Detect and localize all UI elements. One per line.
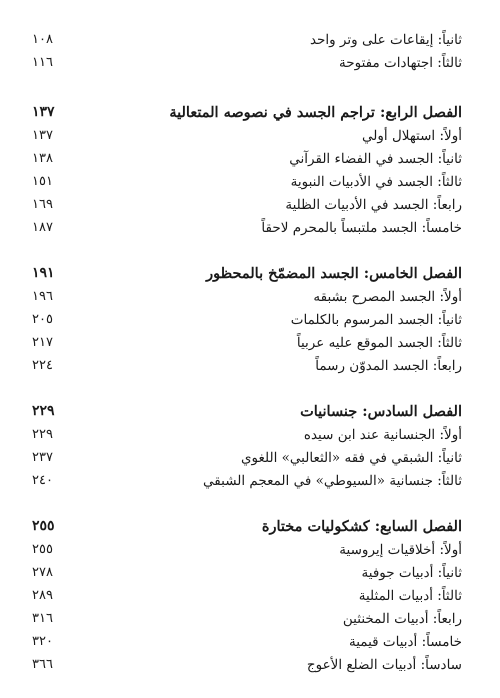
page-number: ١٩٦ — [32, 289, 53, 304]
entry-title: ثانياً: الشبقي في فقه «الثعالبي» اللغوي — [240, 449, 462, 466]
page-number: ١٦٩ — [32, 197, 53, 212]
page-number: ١٥١ — [32, 174, 53, 189]
entry-title: أولاً: استهلال أولي — [362, 127, 462, 144]
entry-title: رابعاً: الجسد المدوّن رسماً — [315, 357, 462, 374]
toc-entry — [32, 193, 462, 216]
toc-entry — [32, 216, 462, 239]
spacer — [32, 74, 462, 100]
page-number: ٢٠٥ — [32, 312, 53, 327]
toc-entry — [32, 538, 462, 561]
toc-entry — [32, 285, 462, 308]
chapter-page-number: ١٩١ — [32, 265, 55, 281]
chapter-heading-7 — [32, 514, 462, 538]
toc-entry — [32, 28, 462, 51]
chapter-title: الفصل الرابع: تراجم الجسد في نصوصه المتعالية — [169, 103, 462, 121]
page-number: ٣١٦ — [32, 611, 53, 626]
chapter-page-number: ٢٥٥ — [32, 518, 55, 534]
entry-title: ثانياً: أدبيات جوفية — [361, 564, 462, 581]
chapter-title: الفصل الخامس: الجسد المضمّخ بالمحظور — [206, 264, 462, 282]
toc-entry — [32, 653, 462, 676]
entry-title: خامساً: الجسد ملتبساً بالمحرم لاحقاً — [261, 219, 462, 236]
toc-entry — [32, 124, 462, 147]
entry-title: رابعاً: الجسد في الأدبيات الظلية — [285, 196, 462, 213]
page-number: ٢٣٧ — [32, 450, 53, 465]
spacer — [32, 377, 462, 399]
entry-title: ثالثاً: الجسد الموقع عليه عربياً — [296, 334, 462, 351]
toc-entry — [32, 147, 462, 170]
page-number: ٢٢٩ — [32, 427, 53, 442]
entry-title: ثالثاً: جنسانية «السيوطي» في المعجم الشبقي — [203, 472, 462, 489]
entry-title: أولاً: أخلاقيات إيروسية — [339, 541, 462, 558]
page-number: ٢٥٥ — [32, 542, 53, 557]
entry-title: أولاً: الجنسانية عند ابن سيده — [303, 426, 462, 443]
page-number: ١٨٧ — [32, 220, 53, 235]
table-of-contents — [32, 28, 462, 676]
toc-entry — [32, 308, 462, 331]
chapter-page-number: ٢٢٩ — [32, 403, 55, 419]
toc-entry — [32, 170, 462, 193]
page-number: ٢٨٩ — [32, 588, 53, 603]
toc-entry — [32, 607, 462, 630]
entry-title: ثالثاً: الجسد في الأدبيات النبوية — [290, 173, 462, 190]
page-number: ٢٧٨ — [32, 565, 53, 580]
chapter-title: الفصل السادس: جنسانيات — [300, 402, 462, 420]
entry-title: ثانياً: إيقاعات على وتر واحد — [309, 31, 462, 48]
toc-entry — [32, 51, 462, 74]
chapter-heading-6 — [32, 399, 462, 423]
chapter-heading-4 — [32, 100, 462, 124]
page-number: ٢٢٤ — [32, 358, 53, 373]
entry-title: ثانياً: الجسد المرسوم بالكلمات — [290, 311, 462, 328]
page-number: ٣٢٠ — [32, 634, 53, 649]
page-number: ٣٦٦ — [32, 657, 53, 672]
entry-title: سادساً: أدبيات الضلع الأعوج — [306, 656, 462, 673]
entry-title: خامساً: أدبيات قيمية — [348, 633, 462, 650]
toc-entry — [32, 446, 462, 469]
chapter-title: الفصل السابع: كشكوليات مختارة — [261, 517, 462, 535]
page-number: ١١٦ — [32, 55, 53, 70]
page-number: ١٣٧ — [32, 128, 53, 143]
entry-title: رابعاً: أدبيات المخنثين — [342, 610, 462, 627]
page-number: ١٠٨ — [32, 32, 53, 47]
toc-entry — [32, 423, 462, 446]
toc-entry — [32, 630, 462, 653]
spacer — [32, 239, 462, 261]
entry-title: أولاً: الجسد المصرح بشبقه — [313, 288, 462, 305]
entry-title: ثالثاً: اجتهادات مفتوحة — [339, 54, 462, 71]
toc-entry — [32, 584, 462, 607]
spacer — [32, 492, 462, 514]
entry-title: ثالثاً: أدبيات المثلية — [358, 587, 462, 604]
toc-entry — [32, 331, 462, 354]
page-number: ٢٤٠ — [32, 473, 53, 488]
page-number: ٢١٧ — [32, 335, 53, 350]
toc-entry — [32, 469, 462, 492]
page-number: ١٣٨ — [32, 151, 53, 166]
chapter-page-number: ١٣٧ — [32, 104, 55, 120]
chapter-heading-5 — [32, 261, 462, 285]
toc-entry — [32, 354, 462, 377]
toc-entry — [32, 561, 462, 584]
entry-title: ثانياً: الجسد في الفضاء القرآني — [289, 150, 462, 167]
